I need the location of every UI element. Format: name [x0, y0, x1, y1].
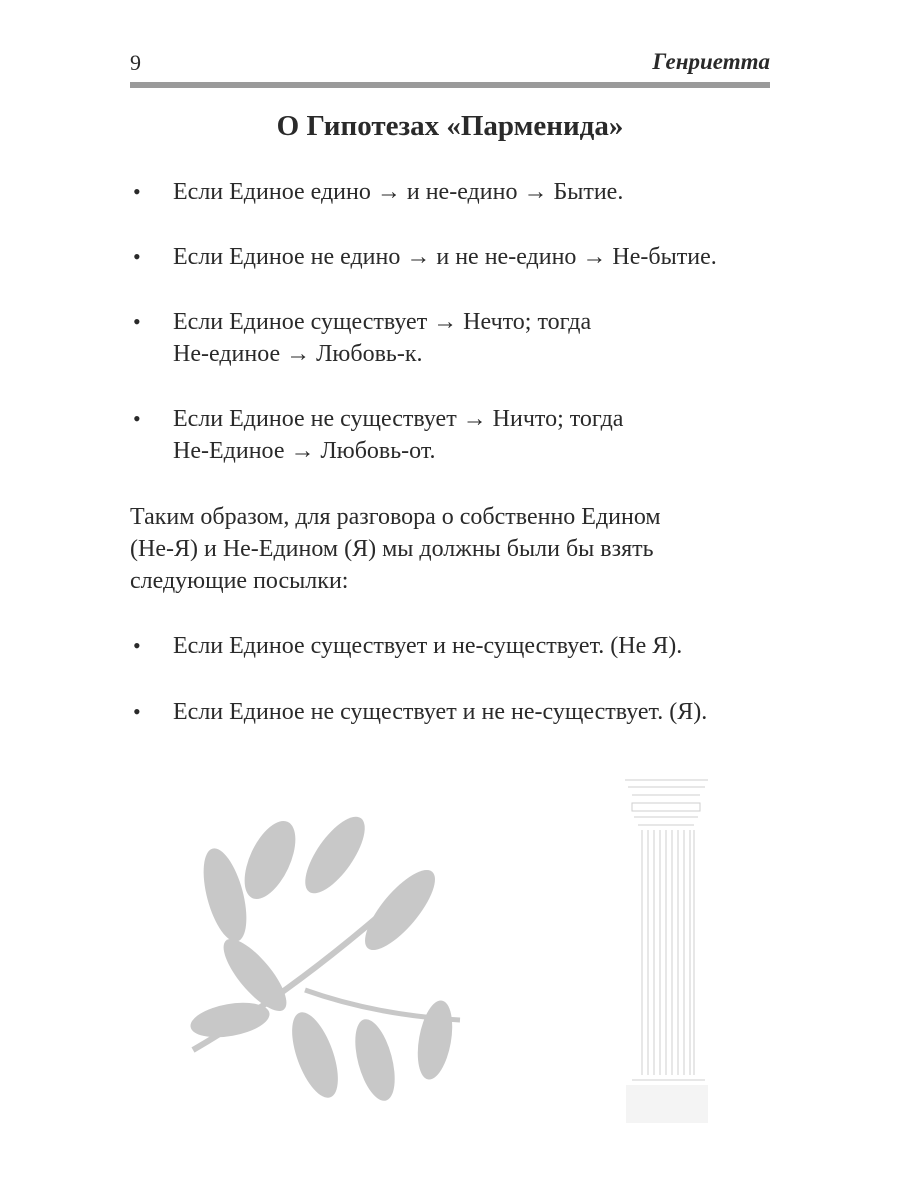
list-item: Если Единое не существует и не не-существует. (Я). [173, 699, 708, 725]
list-item: Если Единое существует и не-существует. (Не Я). [173, 633, 683, 659]
bullet-marker: • [133, 633, 141, 658]
list-item-continuation: Не-единое → Любовь-к. [173, 341, 423, 367]
olive-branch-illustration [185, 815, 475, 1110]
bullet-marker: • [133, 699, 141, 724]
list-item: Если Единое не существует → Ничто; тогда [173, 406, 624, 432]
bullet-marker: • [133, 309, 141, 334]
bullet-marker: • [133, 179, 141, 204]
paragraph-line: следующие посылки: [130, 568, 349, 594]
list-item-continuation: Не-Единое → Любовь-от. [173, 438, 436, 464]
header-rule [130, 82, 770, 88]
running-title: Генриетта [652, 49, 770, 74]
column-illustration [620, 775, 715, 1125]
list-item: Если Единое не едино → и не не-едино → Не-бытие. [173, 244, 717, 270]
section-title: О Гипотезах «Парменида» [276, 110, 624, 142]
paragraph-line: (Не-Я) и Не-Едином (Я) мы должны были бы взять [130, 536, 654, 562]
page-number: 9 [130, 50, 141, 75]
bullet-marker: • [133, 406, 141, 431]
list-item: Если Единое существует → Нечто; тогда [173, 309, 592, 335]
bullet-marker: • [133, 244, 141, 269]
paragraph-line: Таким образом, для разговора о собственно Едином [130, 504, 661, 530]
list-item: Если Единое едино → и не-едино → Бытие. [173, 179, 624, 205]
